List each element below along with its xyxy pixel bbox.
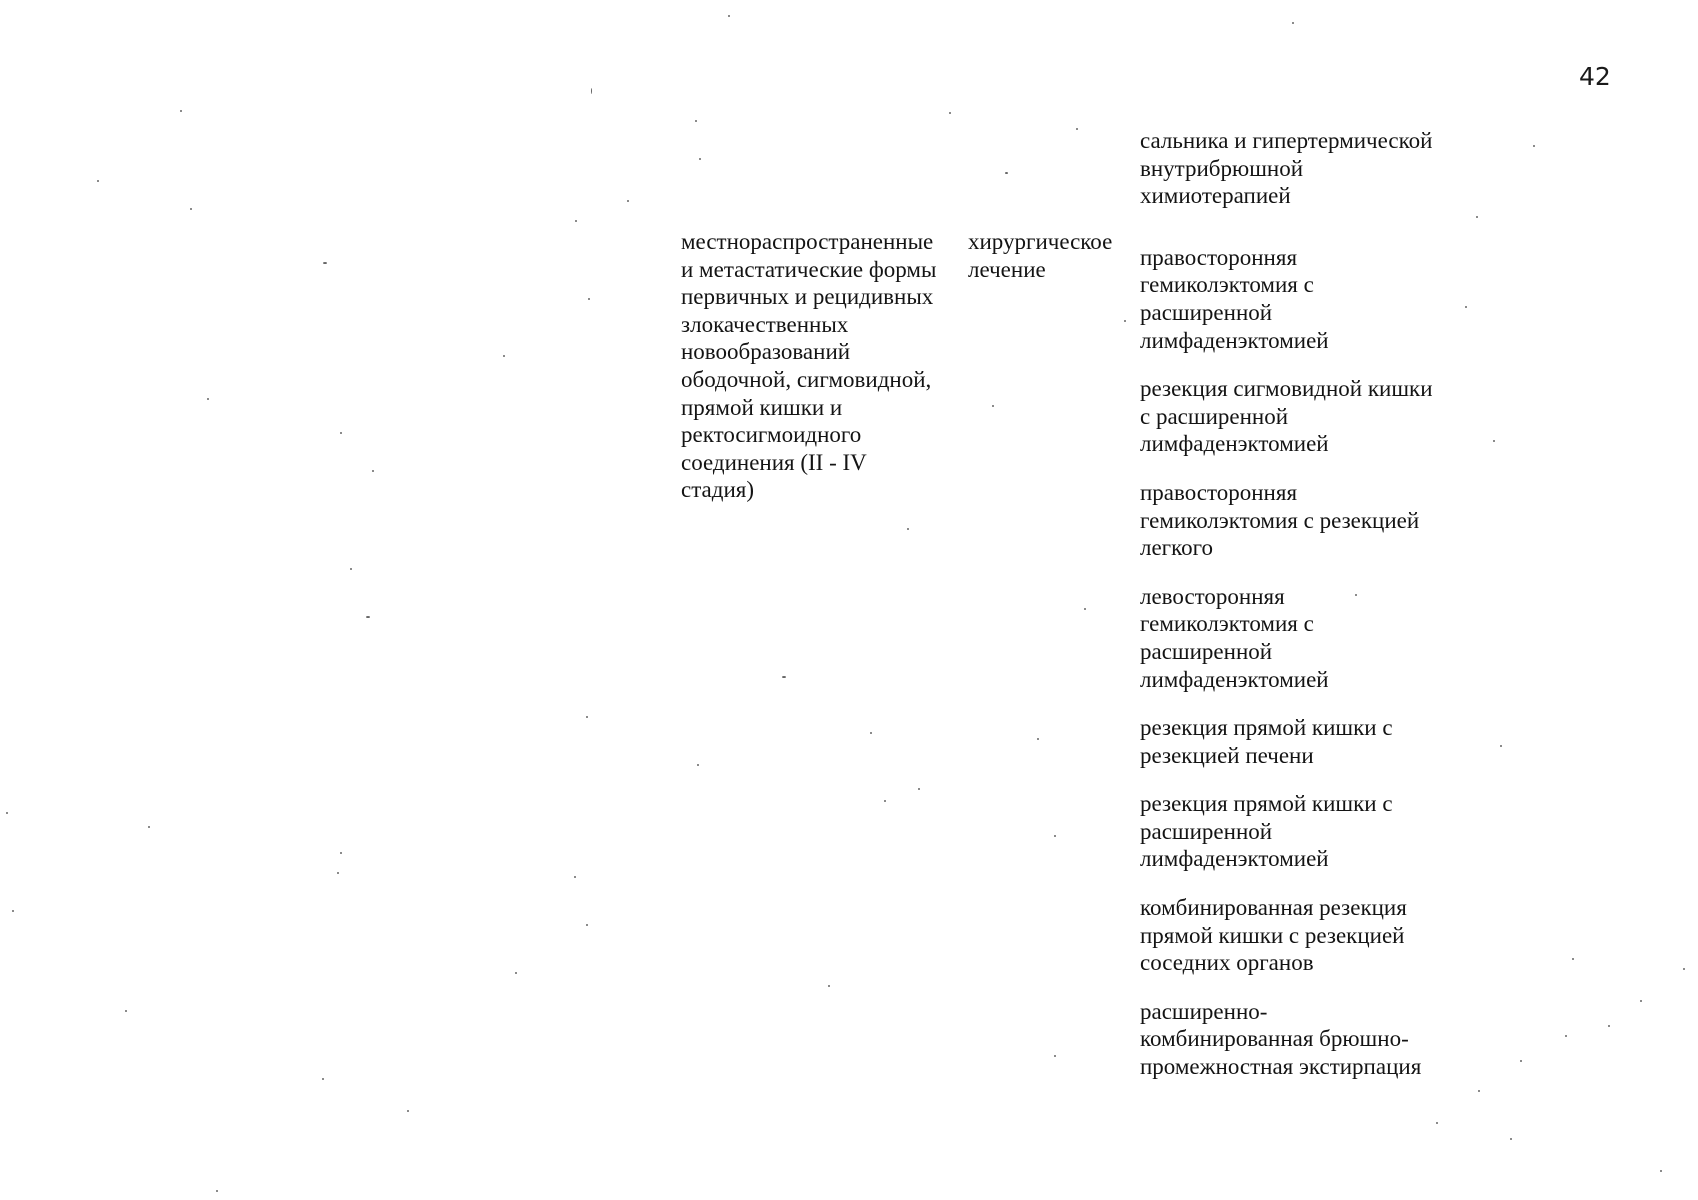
method-line: промежностная экстирпация (1140, 1054, 1422, 1080)
scan-speck (323, 262, 327, 264)
diagnosis-line: первичных и рецидивных (681, 284, 934, 310)
diagnosis-line: ректосигмоидного (681, 422, 862, 448)
scan-speck (586, 924, 588, 926)
method-line: расширенной (1140, 299, 1273, 325)
scan-speck (1500, 745, 1502, 747)
method-line: гемиколэктомия с (1140, 272, 1314, 298)
scan-speck (949, 112, 951, 114)
treatment-cell (968, 228, 1143, 283)
scan-speck (340, 432, 342, 434)
scan-speck (1533, 145, 1535, 147)
scan-speck (337, 872, 339, 874)
scan-speck (907, 528, 909, 530)
scan-speck (407, 1110, 409, 1112)
scan-speck (1510, 1138, 1512, 1140)
scan-speck (180, 110, 182, 112)
scan-speck (12, 910, 14, 912)
diagnosis-line: ободочной, сигмовидной, (681, 366, 932, 392)
scan-speck (884, 800, 886, 802)
scan-speck (340, 852, 342, 854)
scan-speck (6, 812, 8, 814)
scan-speck (1076, 128, 1078, 130)
scan-speck (1572, 958, 1574, 960)
method-line: резекция сигмовидной кишки (1140, 376, 1433, 402)
method-item (1140, 479, 1480, 562)
scan-speck (627, 200, 629, 202)
method-line: лимфаденэктомией (1140, 327, 1329, 353)
scan-speck (515, 972, 517, 974)
diagnosis-line: злокачественных (681, 311, 849, 337)
method-line: гемиколэктомия с (1140, 611, 1314, 637)
scan-speck (1084, 608, 1086, 610)
scan-speck (591, 88, 592, 94)
scan-speck (366, 616, 370, 618)
scan-speck (1493, 440, 1495, 442)
method-item (1140, 244, 1480, 354)
scan-speck (1565, 1035, 1567, 1037)
page-number: 42 (1579, 62, 1611, 91)
scan-speck (1124, 320, 1126, 322)
method-line: резекция прямой кишки с (1140, 715, 1393, 741)
method-line: правосторонняя (1140, 244, 1298, 270)
scan-speck (1640, 1000, 1642, 1002)
scan-speck (588, 298, 590, 300)
method-line: резекция прямой кишки с (1140, 791, 1393, 817)
method-item (1140, 714, 1480, 769)
scan-speck (699, 158, 701, 160)
diagnosis-line: местнораспространенные (681, 229, 934, 254)
methods-cell (1140, 127, 1480, 1081)
scan-speck (575, 220, 577, 222)
scan-speck (1054, 835, 1056, 837)
scan-speck (1660, 1170, 1662, 1172)
diagnosis-line: новообразований (681, 339, 851, 365)
method-line: левосторонняя (1140, 583, 1285, 609)
method-line: соседних органов (1140, 950, 1314, 976)
method-line: сальника и гипертермической (1140, 128, 1433, 153)
method-line: с расширенной (1140, 403, 1289, 429)
method-line: химиотерапией (1140, 183, 1291, 209)
diagnosis-line: соединения (II - IV (681, 449, 867, 475)
method-item (1140, 894, 1480, 977)
scan-speck (190, 208, 192, 210)
method-line: правосторонняя (1140, 479, 1298, 505)
scan-speck (1476, 216, 1478, 218)
scan-speck (216, 1190, 218, 1192)
scan-speck (97, 180, 99, 182)
method-item (1140, 583, 1480, 693)
scan-speck (728, 15, 730, 17)
method-line: комбинированная резекция (1140, 895, 1407, 921)
scan-speck (1037, 738, 1039, 740)
scan-speck (782, 676, 786, 678)
method-item (1140, 790, 1480, 873)
method-line: внутрибрюшной (1140, 155, 1304, 181)
scan-speck (1520, 1060, 1522, 1062)
treatment-line: хирургическое (968, 229, 1113, 254)
scan-speck (1005, 172, 1008, 174)
method-line: легкого (1140, 535, 1213, 561)
diagnosis-line: стадия) (681, 477, 754, 503)
method-line: комбинированная брюшно- (1140, 1026, 1409, 1052)
scan-speck (322, 1078, 324, 1080)
method-line: лимфаденэктомией (1140, 431, 1329, 457)
scan-speck (918, 788, 920, 790)
scan-speck (697, 764, 699, 766)
scan-speck (828, 985, 830, 987)
scan-speck (350, 568, 352, 570)
method-line: лимфаденэктомией (1140, 666, 1329, 692)
diagnosis-line: прямой кишки и (681, 394, 843, 420)
scan-speck (870, 732, 872, 734)
scan-speck (1054, 1055, 1056, 1057)
scan-speck (586, 716, 588, 718)
scan-speck (503, 355, 505, 357)
method-line: резекцией печени (1140, 742, 1314, 768)
method-line: расширенной (1140, 818, 1273, 844)
scan-speck (1683, 968, 1685, 970)
diagnosis-line: и метастатические формы (681, 256, 937, 282)
method-item (1140, 998, 1480, 1081)
scan-speck (207, 398, 209, 400)
scan-speck (125, 1010, 127, 1012)
scan-speck (1292, 22, 1294, 24)
scan-speck (372, 470, 374, 472)
scan-speck (1465, 306, 1467, 308)
scan-speck (1478, 1090, 1480, 1092)
treatment-line: лечение (968, 256, 1046, 282)
scan-speck (574, 876, 576, 878)
method-line: расширенно- (1140, 998, 1268, 1024)
method-item (1140, 375, 1480, 458)
scan-speck (695, 120, 697, 122)
method-line: прямой кишки с резекцией (1140, 922, 1405, 948)
scan-speck (1436, 1122, 1438, 1124)
scan-speck (148, 826, 150, 828)
scan-speck (1355, 594, 1357, 596)
method-line: гемиколэктомия с резекцией (1140, 507, 1420, 533)
diagnosis-cell (681, 228, 971, 504)
method-line: расширенной (1140, 638, 1273, 664)
scan-speck (992, 405, 994, 407)
method-line: лимфаденэктомией (1140, 846, 1329, 872)
method-item (1140, 127, 1480, 210)
scan-speck (1608, 1025, 1610, 1027)
